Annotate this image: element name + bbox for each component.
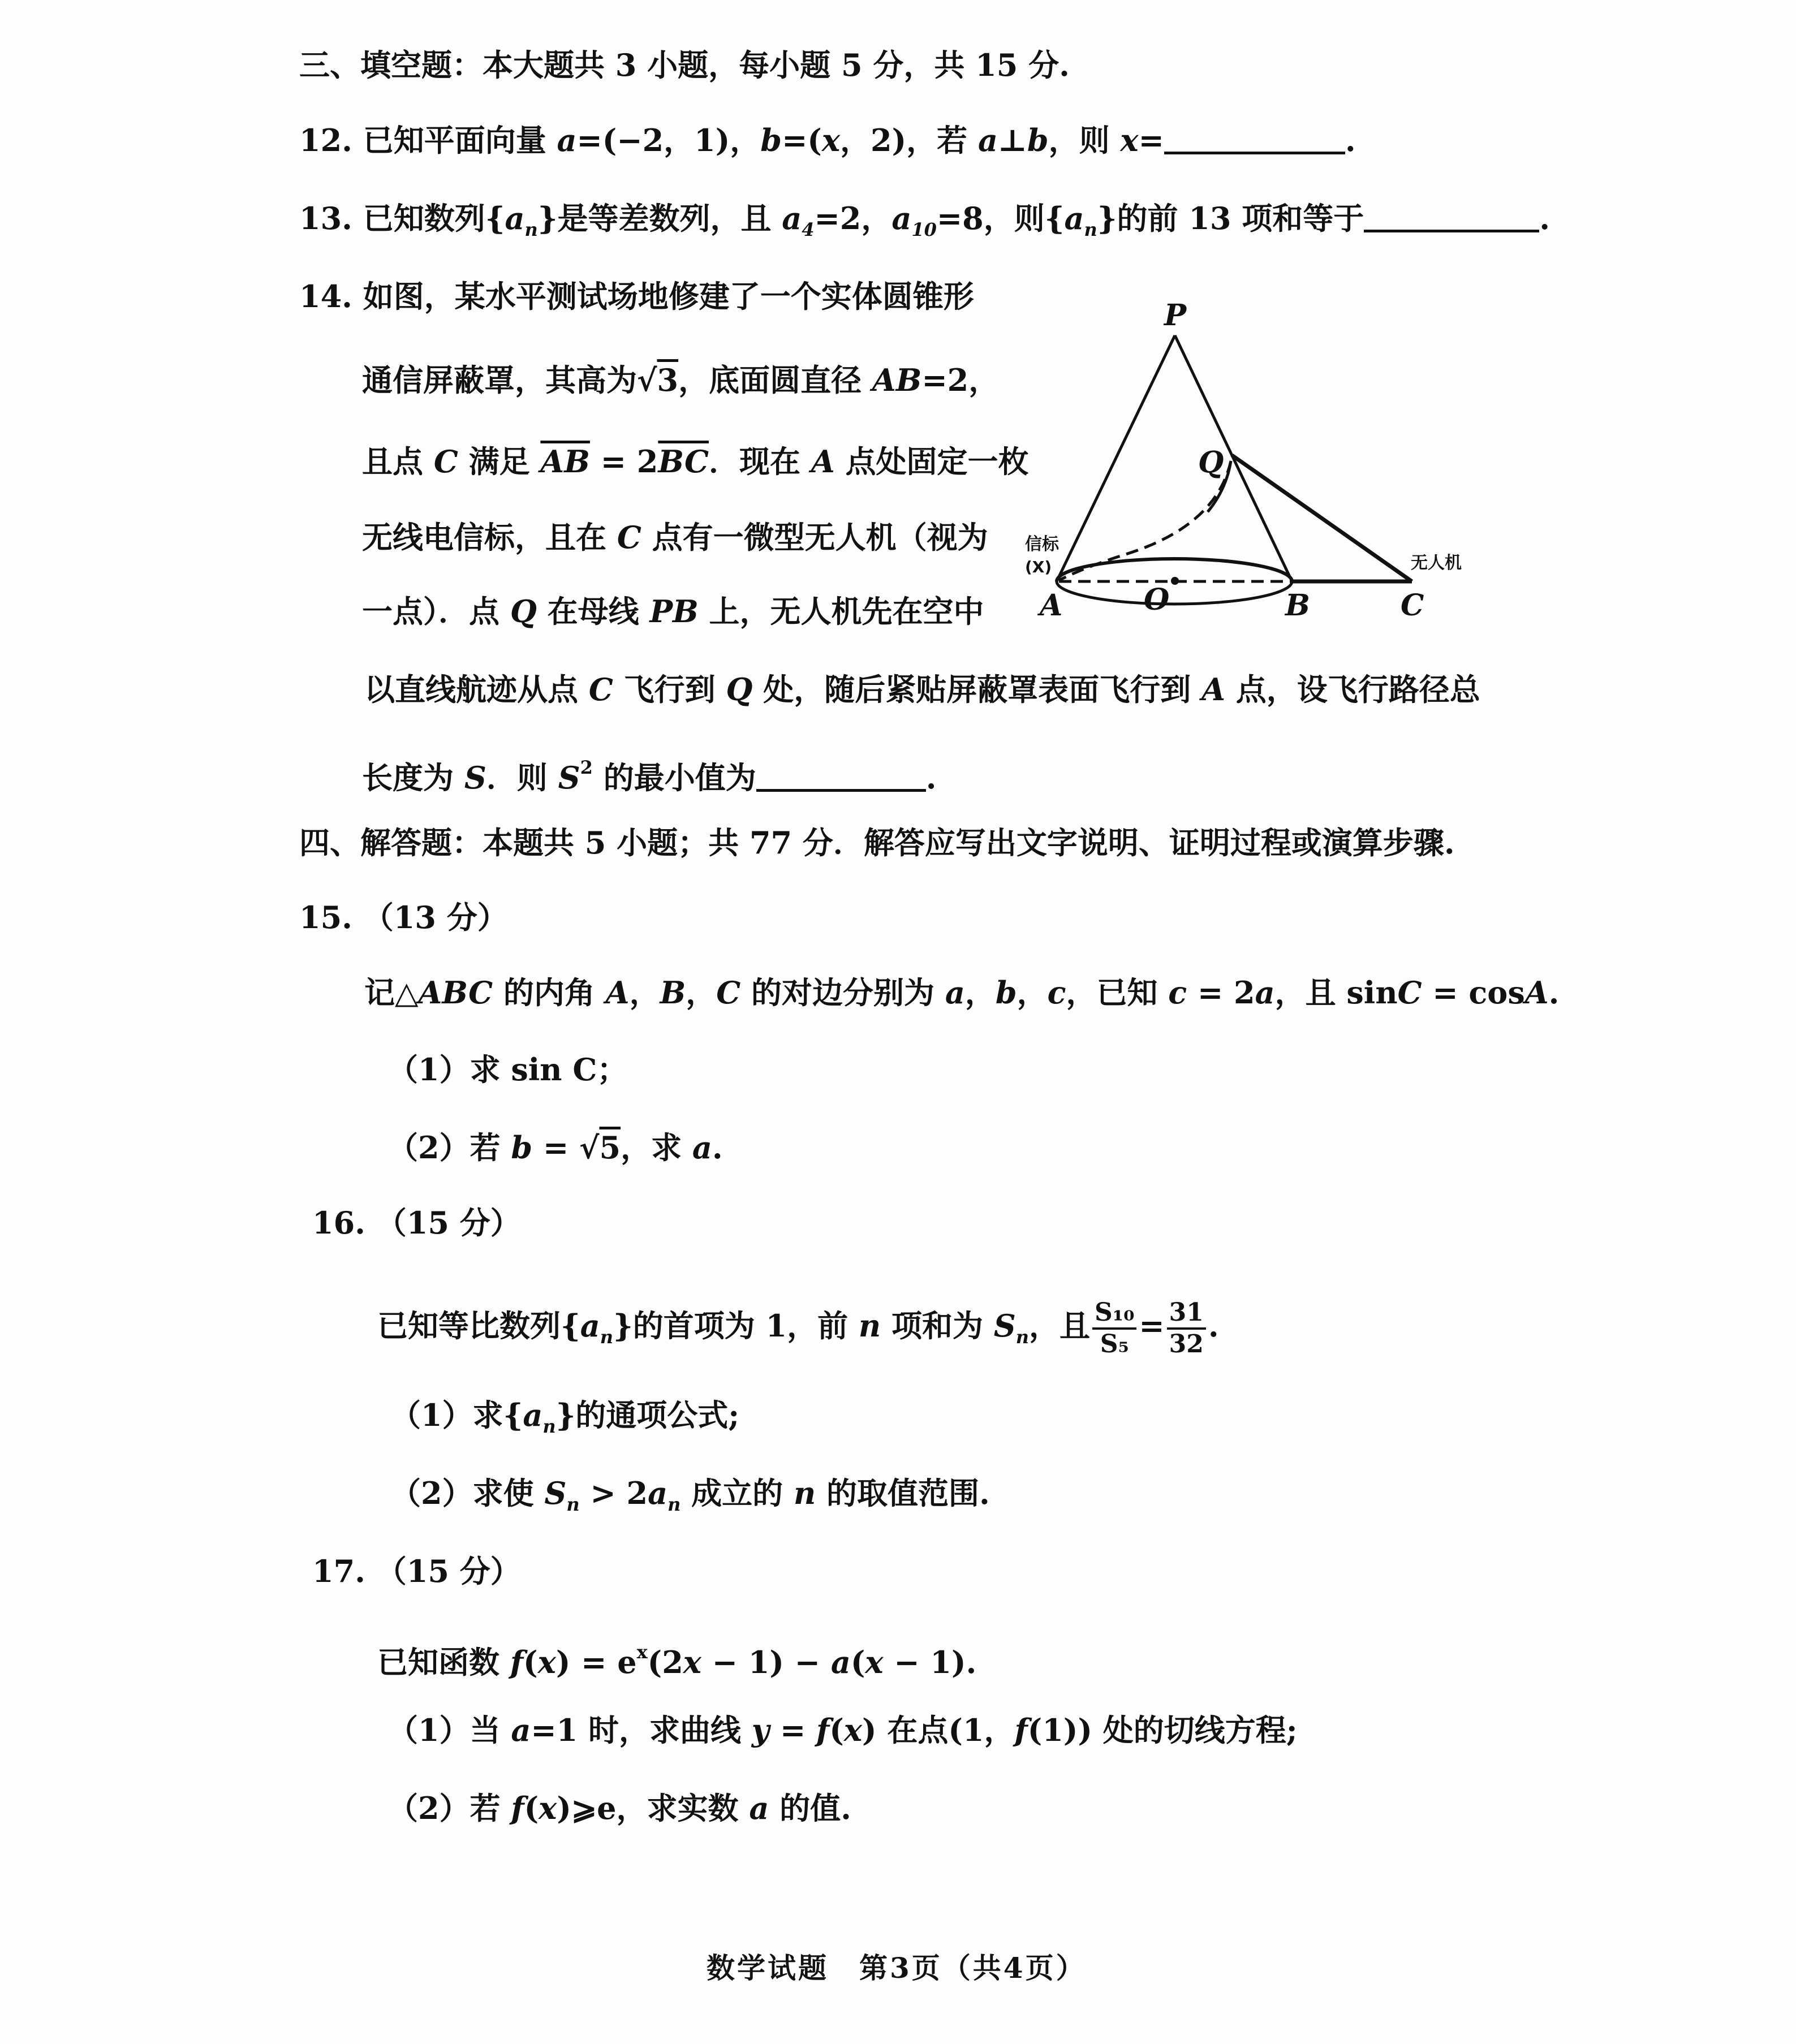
page-footer: 数学试题 第3页（共4页）	[707, 1951, 1087, 1985]
math-variable: B	[660, 974, 686, 1011]
text-run: }是等差数列，且	[537, 200, 782, 236]
math-variable: x	[539, 1790, 557, 1826]
math-variable: f	[510, 1644, 524, 1680]
radical-sign-icon: √	[579, 1129, 600, 1166]
text-run: 以直线航迹从点	[364, 671, 589, 708]
text-run: 点处固定一枚	[834, 443, 1029, 480]
text-run: = 2	[589, 443, 658, 480]
math-variable: C	[588, 671, 613, 708]
text-run: （1）当	[387, 1712, 511, 1748]
text-run: （2）求使	[390, 1475, 545, 1511]
superscript: x	[636, 1641, 648, 1663]
text-run: (	[524, 1790, 539, 1826]
math-variable: f	[816, 1712, 830, 1748]
math-variable: x	[865, 1644, 884, 1680]
math-variable: x	[843, 1712, 863, 1748]
section-3-header	[299, 45, 1070, 85]
question-16-part-2	[390, 1473, 990, 1524]
fraction	[1092, 1298, 1136, 1359]
text-run: =	[1138, 122, 1164, 158]
flight-path-qa	[1059, 461, 1231, 580]
math-variable: PB	[649, 593, 699, 629]
subscript: n	[542, 1416, 556, 1437]
text-run: =2，	[921, 362, 1000, 398]
question-15-part-1	[387, 1050, 627, 1089]
question-14-line-3	[362, 442, 1029, 481]
generatrix-pa	[1057, 335, 1175, 581]
text-run: }的首项为 1，前	[613, 1308, 859, 1344]
math-variable: C	[433, 443, 458, 480]
math-variable: a	[978, 122, 998, 158]
beacon-signal-icon: (X)	[1025, 558, 1052, 576]
text-run: （2）若	[387, 1129, 511, 1166]
question-12	[299, 120, 1356, 160]
text-run: 15. （13 分）	[299, 899, 508, 935]
math-variable: C	[1397, 974, 1422, 1011]
text-run: 的最小值为	[592, 760, 756, 796]
question-14-line-7	[362, 748, 937, 797]
subscript: n	[566, 1494, 580, 1515]
question-14-line-5	[362, 592, 984, 631]
segment-qc	[1232, 455, 1412, 581]
text-run: > 2	[579, 1475, 648, 1511]
radicand: 3	[657, 362, 679, 398]
math-variable: a	[648, 1475, 668, 1511]
math-variable: A	[811, 443, 835, 480]
math-variable: a	[891, 200, 912, 236]
text-run: =(	[782, 122, 822, 158]
math-variable: C	[716, 974, 741, 1011]
text-run: （1）求{	[390, 1397, 523, 1433]
text-run: }的通项公式;	[555, 1397, 740, 1433]
text-run: .	[1345, 122, 1356, 158]
text-run: ，	[629, 974, 660, 1011]
question-16-part-1	[390, 1395, 739, 1446]
text-run: 长度为	[362, 760, 464, 796]
text-run: 记△	[364, 974, 419, 1011]
math-variable: a	[1255, 974, 1275, 1011]
text-run: .	[712, 1129, 723, 1166]
question-16-title	[312, 1203, 521, 1243]
math-variable: ABC	[418, 974, 493, 1011]
text-run: = 2	[1187, 974, 1255, 1011]
generatrix-pb	[1175, 335, 1292, 581]
text-run: .	[1539, 200, 1550, 236]
math-variable: S	[464, 760, 486, 796]
math-variable: f	[511, 1790, 524, 1826]
text-run: ，则	[1048, 122, 1121, 158]
subscript: n	[1084, 219, 1097, 240]
math-variable: n	[793, 1475, 816, 1511]
question-14-line-4	[362, 518, 988, 557]
text-run: 通信屏蔽罩，其高为	[362, 362, 637, 398]
math-variable: y	[751, 1712, 770, 1748]
math-variable: x	[537, 1644, 556, 1680]
base-back-arc	[1057, 559, 1292, 581]
square-root	[637, 362, 678, 398]
subscript: n	[600, 1326, 613, 1348]
denominator: S₅	[1100, 1330, 1129, 1359]
text-run: 成立的	[681, 1475, 794, 1511]
label-q: Q	[1198, 445, 1224, 480]
text-run: ，	[686, 974, 717, 1011]
math-variable: a	[1064, 200, 1084, 236]
fraction	[1167, 1298, 1206, 1359]
base-front-arc	[1057, 581, 1292, 604]
text-run: 17. （15 分）	[312, 1553, 521, 1589]
math-variable: x	[683, 1644, 701, 1680]
square-root	[579, 1129, 621, 1166]
text-run: =(−2，1)，	[576, 122, 761, 158]
question-13	[299, 199, 1550, 249]
math-variable: S	[993, 1308, 1016, 1344]
question-14-line-6	[364, 670, 1480, 709]
math-variable: c	[1168, 974, 1187, 1011]
label-o: O	[1144, 583, 1170, 617]
text-run: 三、填空题：本大题共 3 小题，每小题 5 分，共 15 分.	[299, 47, 1070, 83]
text-run: 已知函数	[377, 1644, 510, 1680]
math-variable: a	[511, 1712, 531, 1748]
question-14-line-2	[362, 360, 999, 400]
question-17-body	[377, 1632, 976, 1682]
question-15-title	[299, 898, 508, 937]
text-run: =1 时，求曲线	[531, 1712, 752, 1748]
math-variable: a	[830, 1644, 851, 1680]
text-run: ．则	[486, 760, 558, 796]
math-variable: f	[1014, 1712, 1028, 1748]
radical-sign-icon: √	[637, 362, 657, 398]
text-run: 一点）．点	[362, 593, 510, 629]
numerator: 31	[1167, 1298, 1206, 1330]
text-run: (2	[647, 1644, 683, 1680]
text-run: }的前 13 项和等于	[1097, 200, 1364, 236]
label-b: B	[1285, 588, 1310, 623]
text-run: 的内角	[493, 974, 606, 1011]
math-variable: S	[544, 1475, 567, 1511]
label-drone: 无人机	[1411, 553, 1462, 573]
text-run: 12. 已知平面向量	[299, 122, 557, 158]
question-17-part-2	[387, 1788, 851, 1828]
text-run: ．现在	[709, 443, 811, 480]
text-run: ，已知	[1066, 974, 1169, 1011]
text-run: =8，则{	[936, 200, 1065, 236]
text-run: （2）若	[387, 1790, 511, 1826]
radicand: 5	[599, 1129, 621, 1166]
section-4-header	[299, 823, 1455, 863]
text-run: ，且	[1029, 1308, 1091, 1344]
text-run: =	[532, 1129, 579, 1166]
text-run: (	[829, 1712, 844, 1748]
math-variable: a	[749, 1790, 769, 1826]
center-o-dot	[1171, 577, 1179, 585]
text-run: .	[1208, 1308, 1219, 1344]
text-run: 的取值范围.	[816, 1475, 990, 1511]
subscript: n	[1015, 1326, 1030, 1348]
text-run: 14. 如图，某水平测试场地修建了一个实体圆锥形	[299, 278, 974, 314]
text-run: 四、解答题：本题共 5 小题；共 77 分．解答应写出文字说明、证明过程或演算步骤.	[299, 825, 1455, 861]
text-run: ⊥	[998, 122, 1027, 158]
subscript: n	[524, 219, 538, 240]
vector: $\overline{BC}$	[658, 443, 709, 480]
math-variable: Q	[726, 671, 753, 708]
math-variable: A	[605, 974, 630, 1011]
text-run: （1）求 sin C；	[387, 1051, 628, 1088]
math-variable: b	[1027, 122, 1049, 158]
text-run: 的值.	[769, 1790, 851, 1826]
math-variable: Q	[510, 593, 537, 629]
text-run: .	[925, 760, 937, 796]
text-run: ) = e	[555, 1644, 637, 1680]
text-run: 处，随后紧贴屏蔽罩表面飞行到	[752, 671, 1202, 708]
text-run: )⩾e，求实数	[557, 1790, 750, 1826]
text-run: 上，无人机先在空中	[698, 593, 984, 629]
text-run: 项和为	[881, 1308, 994, 1344]
text-run: ，底面圆直径	[678, 362, 872, 398]
text-run: (	[850, 1644, 865, 1680]
numerator: S₁₀	[1092, 1298, 1136, 1330]
math-variable: n	[858, 1308, 881, 1344]
subscript: 10	[911, 219, 937, 240]
math-variable: A	[1201, 671, 1225, 708]
math-variable: C	[617, 519, 641, 555]
text-run: 无线电信标，且在	[362, 519, 617, 555]
math-variable: a	[557, 122, 577, 158]
superscript: 2	[580, 757, 593, 778]
math-variable: a	[523, 1397, 543, 1433]
math-variable: x	[1120, 122, 1139, 158]
math-variable: a	[782, 200, 802, 236]
answer-blank[interactable]	[1164, 124, 1345, 154]
text-run: 点，设飞行路径总	[1225, 671, 1480, 708]
question-15-part-2	[387, 1128, 723, 1167]
text-run: ，且 sin	[1274, 974, 1398, 1011]
math-variable: b	[511, 1129, 533, 1166]
math-variable: A	[1524, 974, 1549, 1011]
question-17-title	[312, 1551, 521, 1591]
subscript: n	[667, 1494, 681, 1515]
answer-blank[interactable]	[1364, 202, 1539, 232]
label-p: P	[1164, 298, 1187, 333]
text-run: .	[1548, 974, 1560, 1011]
text-run: 满足	[458, 443, 541, 480]
answer-blank[interactable]	[756, 762, 926, 792]
question-17-part-1	[387, 1710, 1298, 1750]
text-run: ，	[1017, 974, 1048, 1011]
text-run: 点有一微型无人机（视为	[641, 519, 988, 555]
question-16-body	[377, 1298, 1219, 1359]
math-variable: b	[760, 122, 782, 158]
text-run: 在母线	[536, 593, 650, 629]
label-a: A	[1040, 588, 1063, 623]
label-beacon: 信标	[1025, 534, 1059, 554]
text-run: (1)) 处的切线方程;	[1027, 1712, 1298, 1748]
math-variable: a	[945, 974, 965, 1011]
text-run: =	[1139, 1308, 1165, 1344]
math-variable: x	[821, 122, 841, 158]
text-run: (	[523, 1644, 538, 1680]
text-run: =2，	[814, 200, 892, 236]
math-variable: c	[1047, 974, 1066, 1011]
math-variable: a	[505, 200, 525, 236]
text-run: ) 在点(1，	[862, 1712, 1015, 1748]
math-variable: a	[692, 1129, 712, 1166]
text-run: 的对边分别为	[740, 974, 945, 1011]
vector: $\overline{AB}$	[540, 443, 590, 480]
question-14-line-1	[299, 277, 974, 316]
text-run: ，	[964, 974, 996, 1011]
text-run: 且点	[362, 443, 434, 480]
text-run: ，求	[621, 1129, 692, 1166]
text-run: ，2)，若	[840, 122, 978, 158]
math-variable: S	[558, 760, 580, 796]
math-variable: AB	[872, 362, 922, 398]
text-run: − 1).	[883, 1644, 977, 1680]
denominator: 32	[1169, 1330, 1204, 1359]
text-run: 飞行到	[613, 671, 726, 708]
label-c: C	[1401, 588, 1424, 623]
text-run: 已知等比数列{	[377, 1308, 580, 1344]
text-run: =	[769, 1712, 817, 1748]
question-15-body	[364, 973, 1559, 1012]
text-run: 16. （15 分）	[312, 1205, 521, 1241]
text-run: = cos	[1422, 974, 1525, 1011]
math-variable: b	[995, 974, 1017, 1011]
math-variable: a	[580, 1308, 600, 1344]
text-run: 13. 已知数列{	[299, 200, 505, 236]
flight-path-visible	[1208, 461, 1231, 512]
text-run: − 1) −	[701, 1644, 831, 1680]
subscript: 4	[802, 219, 815, 240]
